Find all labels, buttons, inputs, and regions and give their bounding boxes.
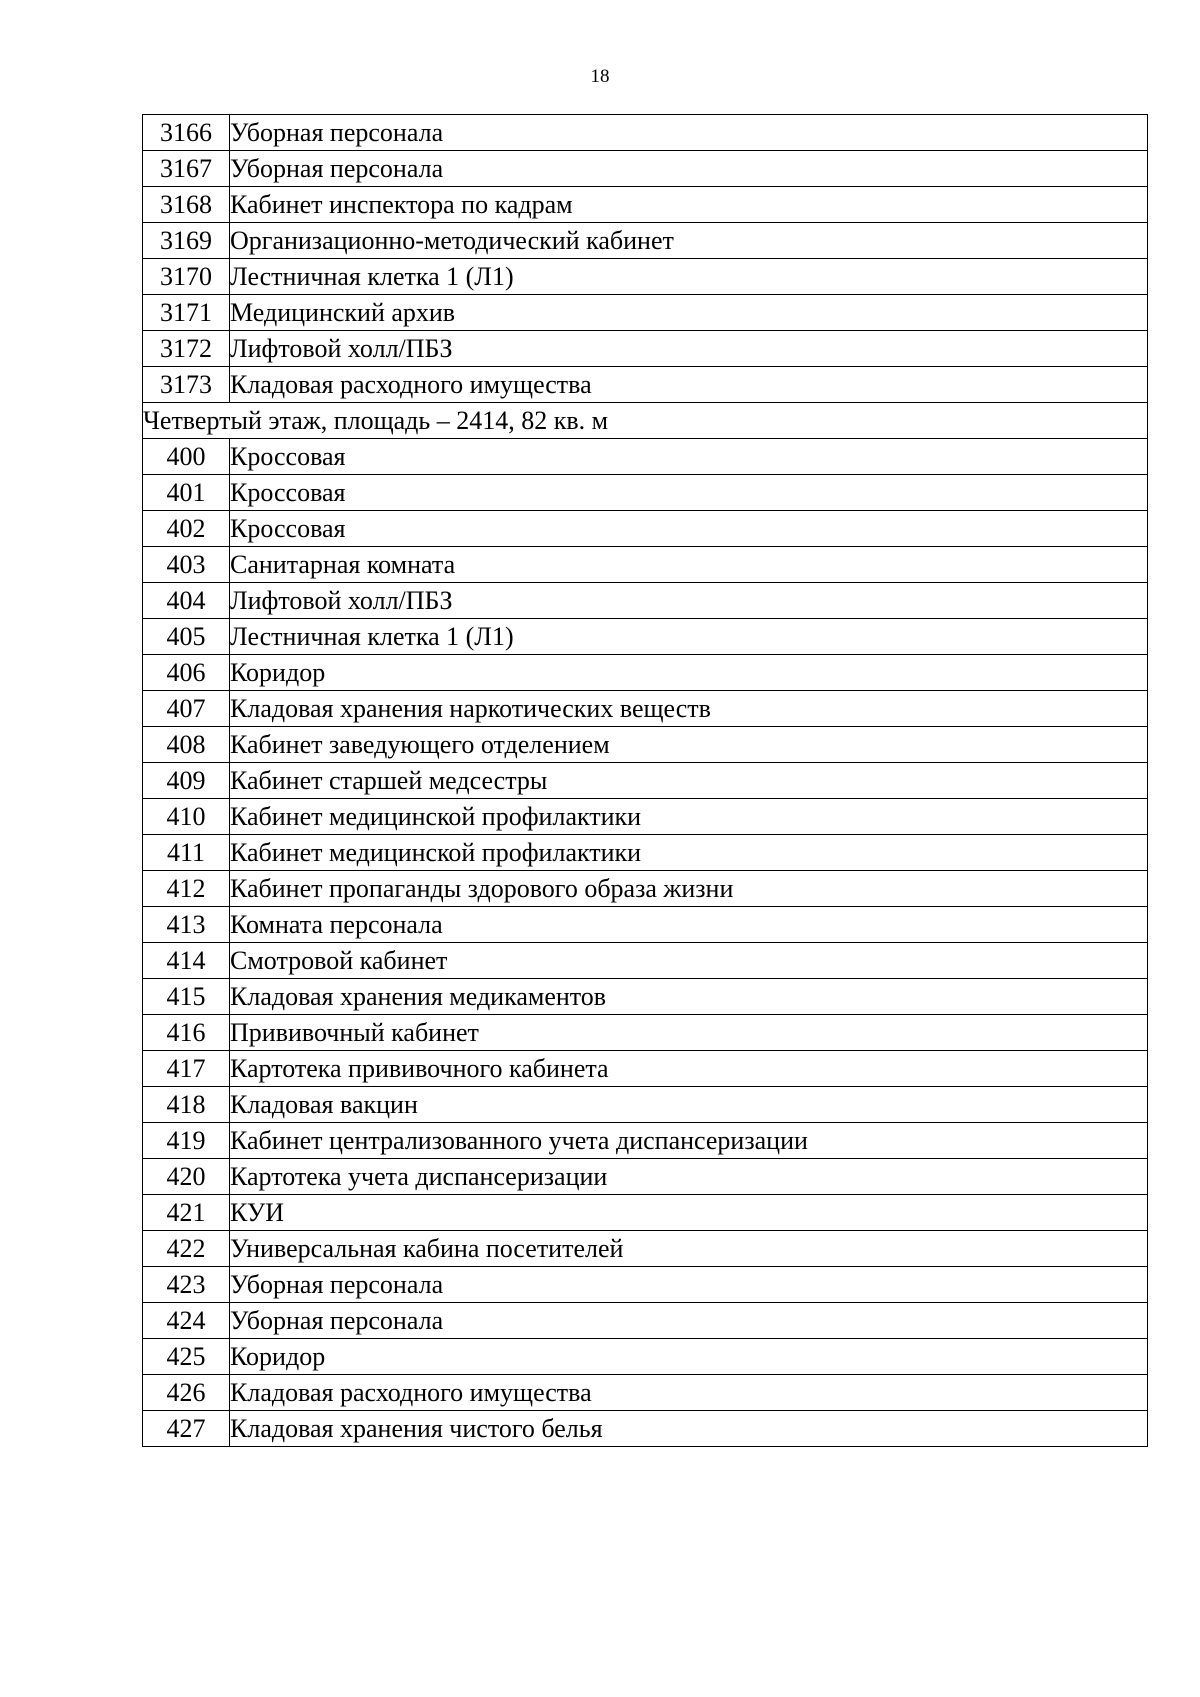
room-number-cell: 405 — [143, 619, 230, 655]
room-name-cell: Медицинский архив — [230, 295, 1148, 331]
room-number-cell: 3173 — [143, 367, 230, 403]
room-row — [143, 1123, 1148, 1159]
room-row — [143, 871, 1148, 907]
room-number-cell: 418 — [143, 1087, 230, 1123]
room-name-cell: Лестничная клетка 1 (Л1) — [230, 619, 1148, 655]
room-row — [143, 1303, 1148, 1339]
room-row — [143, 1231, 1148, 1267]
room-row — [143, 1375, 1148, 1411]
room-number-cell: 401 — [143, 475, 230, 511]
room-number-cell: 407 — [143, 691, 230, 727]
room-table-body — [143, 115, 1148, 1447]
room-number-cell: 3166 — [143, 115, 230, 151]
room-name-cell: Картотека прививочного кабинета — [230, 1051, 1148, 1087]
room-number-cell: 403 — [143, 547, 230, 583]
room-name-cell: Кладовая хранения наркотических веществ — [230, 691, 1148, 727]
room-name-cell: Кладовая вакцин — [230, 1087, 1148, 1123]
room-number-cell: 420 — [143, 1159, 230, 1195]
room-row — [143, 511, 1148, 547]
room-number-cell: 426 — [143, 1375, 230, 1411]
room-row — [143, 475, 1148, 511]
room-row — [143, 943, 1148, 979]
room-row — [143, 835, 1148, 871]
room-number-cell: 3167 — [143, 151, 230, 187]
room-name-cell: Кабинет заведующего отделением — [230, 727, 1148, 763]
room-number-cell: 422 — [143, 1231, 230, 1267]
room-number-cell: 3168 — [143, 187, 230, 223]
room-name-cell: Кабинет пропаганды здорового образа жизни — [230, 871, 1148, 907]
room-name-cell: Кладовая расходного имущества — [230, 1375, 1148, 1411]
room-name-cell: Прививочный кабинет — [230, 1015, 1148, 1051]
room-name-cell: Картотека учета диспансеризации — [230, 1159, 1148, 1195]
room-number-cell: 415 — [143, 979, 230, 1015]
room-row — [143, 727, 1148, 763]
page-number: 18 — [590, 66, 610, 87]
room-row — [143, 1267, 1148, 1303]
room-name-cell: Кроссовая — [230, 439, 1148, 475]
room-name-cell: Лифтовой холл/ПБЗ — [230, 331, 1148, 367]
room-number-cell: 425 — [143, 1339, 230, 1375]
room-number-cell: 402 — [143, 511, 230, 547]
room-name-cell: Уборная персонала — [230, 115, 1148, 151]
room-number-cell: 3171 — [143, 295, 230, 331]
room-number-cell: 408 — [143, 727, 230, 763]
room-name-cell: Смотровой кабинет — [230, 943, 1148, 979]
room-row — [143, 1015, 1148, 1051]
room-row — [143, 907, 1148, 943]
room-name-cell: Уборная персонала — [230, 1267, 1148, 1303]
room-name-cell: Коридор — [230, 1339, 1148, 1375]
room-row — [143, 331, 1148, 367]
room-name-cell: Кладовая хранения чистого белья — [230, 1411, 1148, 1447]
room-row — [143, 1051, 1148, 1087]
room-number-cell: 424 — [143, 1303, 230, 1339]
room-row — [143, 1159, 1148, 1195]
room-number-cell: 427 — [143, 1411, 230, 1447]
room-name-cell: Кладовая расходного имущества — [230, 367, 1148, 403]
room-row — [143, 979, 1148, 1015]
room-row — [143, 259, 1148, 295]
room-row — [143, 1087, 1148, 1123]
room-row — [143, 295, 1148, 331]
room-number-cell: 409 — [143, 763, 230, 799]
room-number-cell: 411 — [143, 835, 230, 871]
room-name-cell: Коридор — [230, 655, 1148, 691]
room-name-cell: Кроссовая — [230, 475, 1148, 511]
room-number-cell: 423 — [143, 1267, 230, 1303]
room-name-cell: Уборная персонала — [230, 151, 1148, 187]
room-number-cell: 419 — [143, 1123, 230, 1159]
room-row — [143, 655, 1148, 691]
room-name-cell: Кабинет медицинской профилактики — [230, 835, 1148, 871]
room-name-cell: Уборная персонала — [230, 1303, 1148, 1339]
room-name-cell: КУИ — [230, 1195, 1148, 1231]
room-row — [143, 1339, 1148, 1375]
room-row — [143, 1411, 1148, 1447]
room-table — [142, 114, 1148, 1447]
room-number-cell: 416 — [143, 1015, 230, 1051]
room-number-cell: 421 — [143, 1195, 230, 1231]
room-row — [143, 367, 1148, 403]
room-name-cell: Универсальная кабина посетителей — [230, 1231, 1148, 1267]
room-number-cell: 406 — [143, 655, 230, 691]
room-name-cell: Кабинет централизованного учета диспансеризации — [230, 1123, 1148, 1159]
room-name-cell: Лифтовой холл/ПБЗ — [230, 583, 1148, 619]
room-name-cell: Организационно-методический кабинет — [230, 223, 1148, 259]
room-row — [143, 799, 1148, 835]
room-number-cell: 3169 — [143, 223, 230, 259]
room-number-cell: 3170 — [143, 259, 230, 295]
room-row — [143, 187, 1148, 223]
room-name-cell: Санитарная комната — [230, 547, 1148, 583]
room-number-cell: 3172 — [143, 331, 230, 367]
room-name-cell: Кладовая хранения медикаментов — [230, 979, 1148, 1015]
room-number-cell: 404 — [143, 583, 230, 619]
room-row — [143, 151, 1148, 187]
room-row — [143, 223, 1148, 259]
room-number-cell: 413 — [143, 907, 230, 943]
room-row — [143, 763, 1148, 799]
room-row — [143, 691, 1148, 727]
room-number-cell: 414 — [143, 943, 230, 979]
room-name-cell: Лестничная клетка 1 (Л1) — [230, 259, 1148, 295]
room-number-cell: 400 — [143, 439, 230, 475]
room-number-cell: 412 — [143, 871, 230, 907]
room-number-cell: 417 — [143, 1051, 230, 1087]
room-name-cell: Кабинет медицинской профилактики — [230, 799, 1148, 835]
room-name-cell: Комната персонала — [230, 907, 1148, 943]
room-row — [143, 547, 1148, 583]
room-row — [143, 583, 1148, 619]
room-row — [143, 115, 1148, 151]
room-name-cell: Кроссовая — [230, 511, 1148, 547]
room-name-cell: Кабинет старшей медсестры — [230, 763, 1148, 799]
room-number-cell: 410 — [143, 799, 230, 835]
room-row — [143, 439, 1148, 475]
room-row — [143, 1195, 1148, 1231]
section-heading-row — [143, 403, 1148, 439]
room-name-cell: Кабинет инспектора по кадрам — [230, 187, 1148, 223]
floor-section-heading: Четвертый этаж, площадь – 2414, 82 кв. м — [143, 403, 1148, 439]
room-row — [143, 619, 1148, 655]
